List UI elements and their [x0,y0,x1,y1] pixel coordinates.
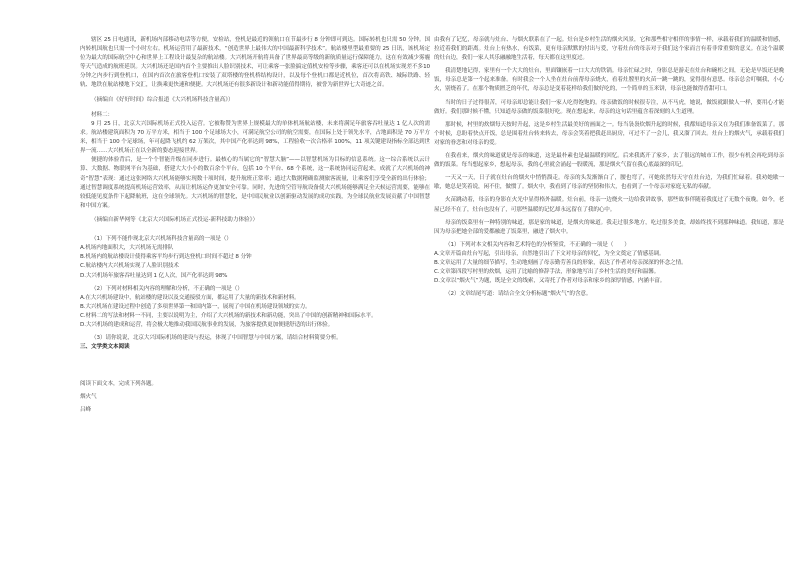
right-paragraph-4: 那时候，村里的炊烟每天按时升起，这是乡村生活最美好的画面之一。每当袅袅炊烟升起的时候，我都知道母亲又在为我们准备饭菜了。那个时候，总盼着快点开饭，总是围着灶台转来转去，母亲会笑着把我赶出厨房，可过不了一会儿，我又溜了回去。灶台上的烟火气，承载着我们对家的眷恋和对母亲的爱。 [434,121,784,146]
article-author: 吕峰 [80,407,91,414]
question-2-stem: （2）下列对材料相关内容的理解和分析，不正确的一项是（） [91,285,243,292]
question-1-option-a: A.机场内地面积大，大兴机场无需排队 [80,245,174,252]
right-paragraph-8: 母亲的饭菜里有一种特别的味道，那是家的味道，是烟火的味道。我走过很多地方，吃过很多美食，却始终找不到那种味道。我知道，那是因为母亲把她全部的爱都融进了饭菜里，融进了烟火中。 [434,219,784,235]
right-column [434,0,784,562]
left-paragraph-3: 便捷的体验背后，是一个个智能升级在同步进行。最核心的当属它的“智慧大脑”——以智慧机场为目标的信息系统。这一综合系统以云计算、大数据、物联网平台为基础，搭建大大小小的数百余个平台，包括 10 个平台、68 个系统，这一系统协同运营起来，成就了大兴机场的神奇“智慧”表现：通过这张网络大兴机场能够实现数十项时间，提升航班正常率；通过大数据精确监测旅客流量，让乘客们享受全新的出行体验；通过智慧调度系统提高机场运营效率，从而让机场运作更加安全可靠。同时，先进的空管导航设备使大兴机场能够满足全天候运营需要，能够在较低能见度条件下起降航班，这在全球领先。大兴机场的智慧化，是中国民航业以创新驱动发展的成功实践，为全球民航业发展贡献了中国智慧和中国方案。 [80,157,430,209]
right-paragraph-7: 火苗跳动着，母亲的身影在火光中显得格外温暖。灶台前，母亲一边烧火一边给我讲故事，那些故事伴随着我度过了无数个夜晚。如今，老屋已经不在了，灶台也没有了，可那些温暖的记忆却永远留在了我的心中。 [434,197,784,213]
source-note-1: （摘编自《好好时间》综合报道《大兴机场科技含量高》） [91,97,234,104]
question-2-option-c: C.材料二的写法和材料一不同，主要以说明为主，介绍了大兴机场的新技术和新功能，突出了中国的创新精神和国际水平。 [80,312,377,319]
right-paragraph-2: 我清楚地记得，家里有一个大大的灶台，里面镶嵌着一口大大的铁锅。母亲忙碌之时，身影总是游走在灶台和碗柜之间，无论是早饭还是晚饭，母亲总是第一个起来准备。有时我会一个人坐在灶台前帮母亲烧火，看着灶膛里的火苗一跳一跳的，觉得很有意思。母亲总会叮嘱我，小心火，别烧着了。在那个物质匮乏的年代，母亲总是变着花样给我们做好吃的，一个简单的玉米饼，母亲也能做得香甜可口。 [434,68,784,93]
question-2-option-d: D.大兴机场的建成和运营，将会极大地推动我国民航事业的发展，为旅客提供更加便捷舒适的出行体验。 [80,322,334,328]
right-paragraph-6: 一天又一天，日子就在灶台的烟火中悄悄溜走。母亲的头发渐渐白了，腰也弯了，可她依然每天守在灶台边，为我们忙碌着。我劝她歇一歇，她总是笑着说，闲不住，做惯了。烟火中，我看到了母亲的坚韧和伟大，也看到了一个母亲对家庭无私的奉献。 [434,175,784,191]
question-1-option-d: D.大兴机场年旅客吞吐量达到 1 亿人次，国产化率达到 98% [80,272,228,279]
right-question-2-stem: （2）文章结尾写道：请结合全文分析标题“烟火气”的含意。 [445,291,592,298]
question-1-option-c: C.航站楼内大兴机场实现了人脸识别技术 [80,263,179,270]
right-paragraph-1: 由我有了记忆，母亲就与灶台、与烟火联系在了一起。灶台是乡村生活的烟火风景，它和那些相守相伴的事情一样，承载着我们的温暖和情感，拉近着我们的距离。灶台上有热水，有饭菜，更有母亲默默的付出与爱，守着灶台的母亲对于我们这个家而言有着非常重要的意义。在这个温暖的灶台边，我们一家人其乐融融地生活着，每天都在这里度过。 [434,37,784,62]
left-column [80,0,430,562]
material-2-title: 材料二： [91,111,113,118]
question-1-stem: （1）下列不能作现北京大兴机场科技含量高的一项是（） [91,236,232,243]
right-question-1-option-c: C.文章第四段写村里的炊烟，运用了比喻的修辞手法，形象地写出了乡村生活的美好和温馨。 [434,269,660,276]
right-question-1-option-d: D.文章以“烟火气”为题，既是全文的线索，又寄托了作者对母亲和家乡的深厚情感，内涵丰富。 [434,278,666,285]
question-3-stem: （3）请你说说，北京大兴国际机场的建设与投运，体现了中国智慧与中国方案，请结合材料简要分析。 [91,335,342,342]
question-2-option-b: B.大兴机场在建设过程中创造了多项世界第一和国内第一，展现了中国在机场建设领域的实力。 [80,303,311,310]
right-question-1-option-a: A.文章开篇由灶台写起，引出母亲，自然地引出了下文对母亲的回忆，为全文奠定了情感基调。 [434,250,665,257]
left-paragraph-1: 辖区 25 日电通讯，新机场内部移动电话等方便，安检站，登机是最近的领航口在节最步行 8 分钟即可到达。国际转机也只需 50 分钟。国内转机国航也只需一个小时左右。机场运营用了最新技术，“创造世界上最伟大的中国最新科学技术”。航站楼里型最重要的 25 日讯，该机场定位为最大的国际航空中心和世界上工程设计最复杂的航站楼。大兴机场开航将具备了世界最高等级的新航质量运行保障能力，这在有效减少雾霾等天气造成的航班延误。大兴机场还是国内首个主要推出人脸识别技术，可让乘客一张脸搞定值机安检等步骤，乘客还可以在机场实现差不多10分钟之内步行到登机口，在国内首次在旅客登机口安装了双塔楼的登机桥结构设计，以及每个登机口都是近机位，首次将高铁、城际铁路、轻轨、地铁在航站楼地下交汇，让换乘更快速和便捷。大兴机场还有很多新设计和新功能值得期待，被誉为新世界七大奇迹之首。 [80,37,430,89]
right-paragraph-3: 当时的日子过得很苦，可母亲却总能让我们一家人吃得饱饱的。母亲做饭的时候很专注，从不马虎，她说，做饭就跟做人一样，要用心才能做好。我们那时候不懂，只知道母亲做的饭菜很好吃。现在想起来，母亲的这句话里蕴含着深刻的人生道理。 [434,99,784,115]
question-1-option-b: B.机场内的航站楼设计使得乘客平均步行到达登机口时间不超过 8 分钟 [80,254,252,261]
section-3-heading: 三、文学类文本阅读 [80,344,130,351]
article-title: 烟火气 [80,394,97,401]
right-question-1-option-b: B.文章运用了大量的细节描写，生动地刻画了母亲勤劳善良的形象，表达了作者对母亲深深的怀念之情。 [434,259,687,266]
right-question-1-stem: （1）下列对本文相关内容和艺术特色的分析鉴赏，不正确的一项是（ ） [445,241,630,248]
question-2-option-a: A.在大兴机场建设中，航站楼的建设以及交通接驳方面，都运用了大量的新技术和新材料。 [80,294,300,301]
left-paragraph-2: 9 月 25 日，北京大兴国际机场正式投入运营。它被称赞为世界上规模最大的单体机场航站楼，未来将满足年旅客吞吐量达 1 亿人次的需求。航站楼建筑面积为 70 万平方米，相当于 100 个足球场大小，可满足航空公司的航空需要，在国际上处于领先水平，占地面积是 70 万平方米，相当于 100 个足球场，年可起降飞机约 62 万架次，其中国产化率达到 98%，工程验收一次合格率 100%，11 项关键建设指标全部达到世界一流……大兴机场正在以全新的姿态迎接世界。 [80,120,430,155]
source-note-2: （摘编自新华网等《北京大兴国际机场正式投运-新科技助力体验》） [91,217,259,224]
reading-prompt: 阅读下面文本，完成下列各题。 [80,381,157,388]
right-paragraph-5: 在我看来，烟火的味道就是母亲的味道，这是最朴素也是最温暖的回忆。后来我离开了家乡，去了很远的城市工作，很少有机会再吃到母亲做的饭菜。每当想起家乡，想起母亲，我的心里就会涌起一股暖流，那是烟火气留在我心底最深的印记。 [434,153,784,169]
